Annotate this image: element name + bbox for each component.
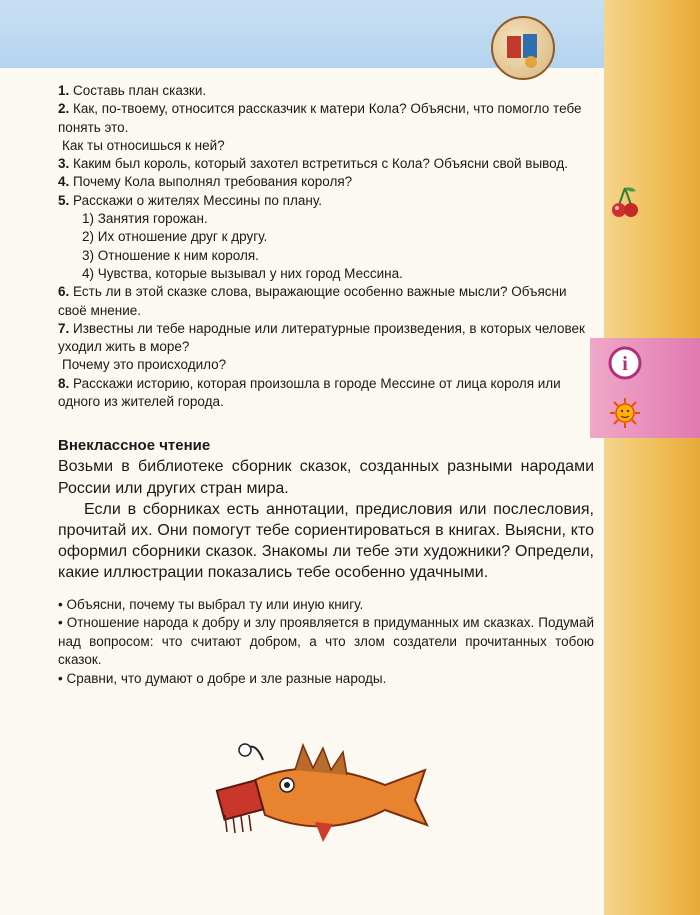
sun-icon bbox=[609, 397, 641, 434]
main-content bbox=[58, 82, 594, 689]
right-color-band bbox=[604, 0, 700, 915]
cherry-icon bbox=[610, 185, 640, 226]
paragraph-2: Если в сборниках есть аннотации, предисловия или послесловия, прочитай их. Они помогут тебе сориентироваться в книгах. Выясни, кто оформил сборники сказок. Знакомы ли тебе эти художники? Определи, какие иллюстрации показались тебе особенно удачными. bbox=[58, 500, 594, 582]
question-1: 1. Составь план сказки. bbox=[58, 83, 207, 98]
question-5: 5. Расскажи о жителях Мессины по плану. bbox=[58, 192, 322, 208]
plan-item: 1) Занятия горожан. bbox=[82, 211, 208, 227]
top-color-band bbox=[0, 0, 700, 68]
plan-item: 2) Их отношение друг к другу. bbox=[82, 229, 268, 245]
book-emblem-icon bbox=[491, 16, 555, 80]
bullet-item: • Отношение народа к добру и злу проявляется в придуманных им сказках. Подумай над вопросом: что считают добром, а что злом создатели прочитанных тобою сказок. bbox=[58, 615, 595, 668]
info-icon bbox=[608, 346, 642, 385]
section-title: Внеклассное чтение bbox=[58, 437, 211, 455]
question-2-extra: Как ты относишься к ней? bbox=[62, 137, 225, 153]
plan-item: 3) Отношение к ним короля. bbox=[82, 247, 259, 263]
question-4: 4. Почему Кола выполнял требования короля? bbox=[58, 174, 353, 190]
svg-text:i: i bbox=[622, 353, 628, 375]
question-6: 6. Есть ли в этой сказке слова, выражающие особенно важные мысли? Объясни своё мнение. bbox=[58, 284, 567, 318]
question-2: 2. Как, по-твоему, относится рассказчик к матери Кола? Объясни, что помогло тебе понять это. bbox=[58, 101, 582, 135]
question-3: 3. Каким был король, который захотел встретиться с Кола? Объясни свой вывод. bbox=[58, 156, 569, 172]
pink-marker-band bbox=[590, 338, 700, 438]
bullet-list bbox=[58, 596, 594, 689]
bullet-item: • Сравни, что думают о добре и зле разные народы. bbox=[58, 670, 387, 686]
bullet-item: • Объясни, почему ты выбрал ту или иную книгу. bbox=[58, 596, 364, 612]
plan-item: 4) Чувства, которые вызывал у них город Мессина. bbox=[82, 265, 403, 281]
paragraph-1: Возьми в библиотеке сборник сказок, созданных разными народами России или других стран мира. bbox=[58, 458, 594, 497]
question-8: 8. Расскажи историю, которая произошла в городе Мессине от лица короля или одного из жителей города. bbox=[58, 375, 561, 410]
question-7-extra: Почему это происходило? bbox=[62, 357, 227, 373]
question-7: 7. Известны ли тебе народные или литературные произведения, в которых человек уходил жить в море? bbox=[58, 320, 585, 355]
anglerfish-illustration bbox=[215, 740, 445, 850]
